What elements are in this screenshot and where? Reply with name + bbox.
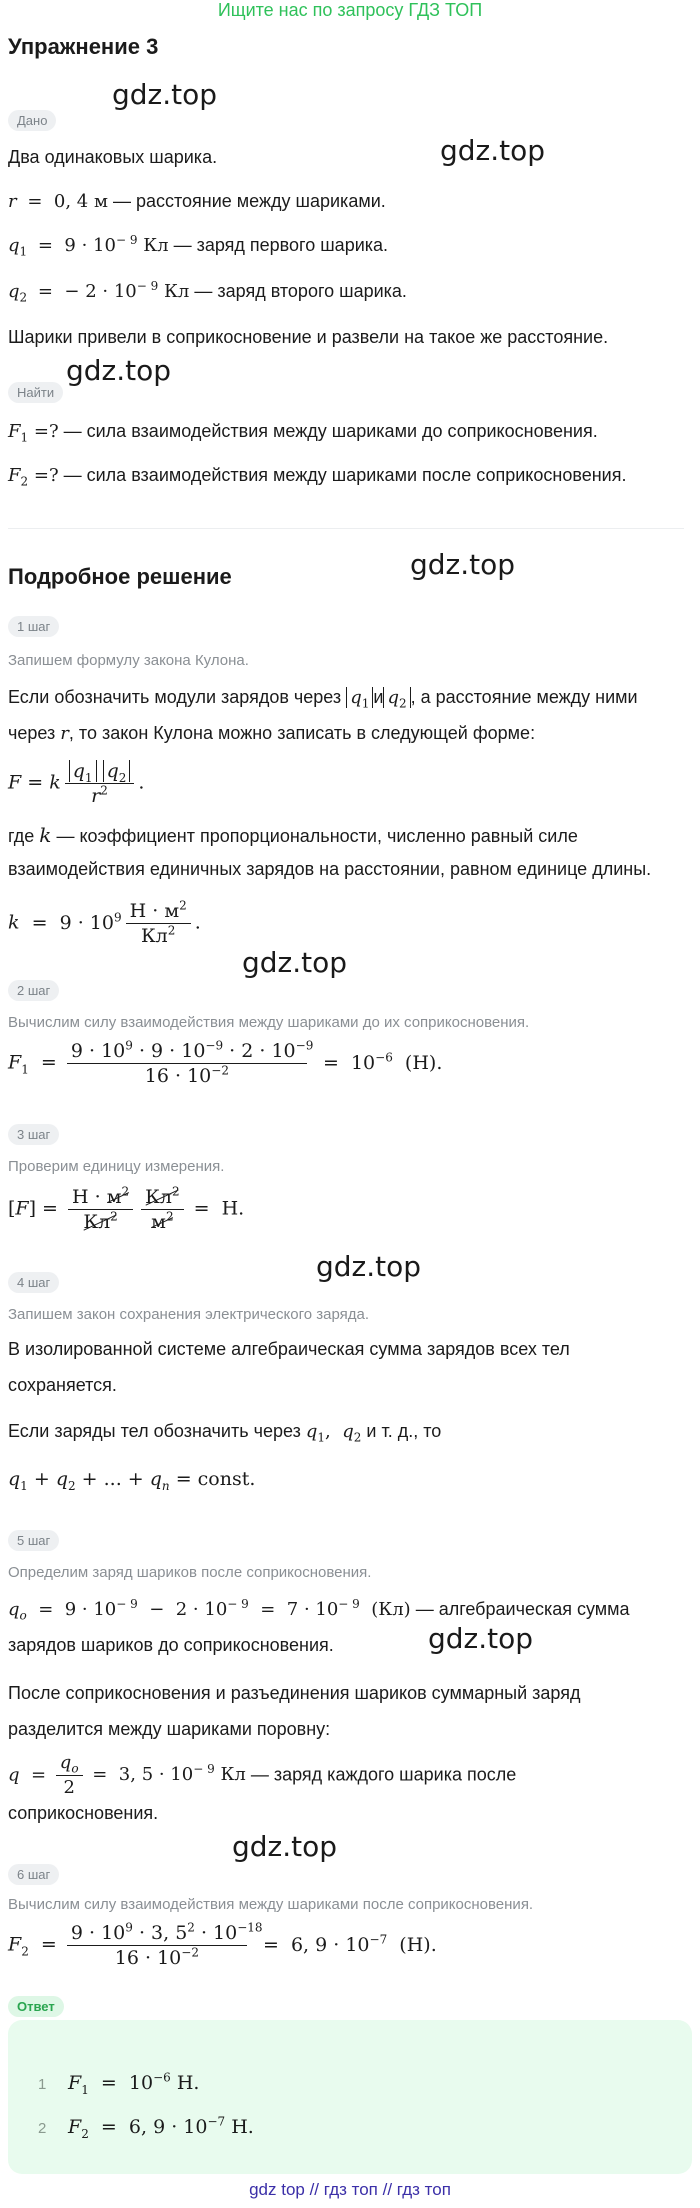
q0-desc-line2: зарядов шариков до соприкосновения.	[8, 1635, 334, 1655]
step-4-p1b: сохраняется.	[8, 1375, 117, 1395]
given-intro: Два одинаковых шарика.	[8, 147, 218, 167]
given-contact: Шарики привели в соприкосновение и развели на такое же расстояние.	[8, 327, 609, 347]
step-5-p1a: После соприкосновения и разъединения шариков суммарный заряд	[8, 1683, 581, 1703]
step-5-note: Определим заряд шариков после соприкосновения.	[8, 1564, 372, 1581]
watermark: gdz.top	[232, 1830, 338, 1863]
watermark: gdz.top	[242, 946, 348, 979]
coulomb-formula: F = k $\frac{q_1 q_2}{r^2}$ .	[8, 760, 145, 807]
step-1-label: 1 шаг	[8, 616, 59, 637]
q0-formula: $q_o = 9 \cdot 10^{- 9} - 2 \cdot 10^{- 9} = 7 \cdot 10^{- 9}$ (Кл) — алгебраическая сумма	[8, 1597, 630, 1623]
step-6-label: 6 шаг	[8, 1864, 59, 1885]
step-3-note: Проверим единицу измерения.	[8, 1158, 225, 1175]
step-6-note: Вычислим силу взаимодействия между шариками после соприкосновения.	[8, 1896, 534, 1913]
answer-item-1: 1 $F_1 = 10^{-6}$ Н.	[38, 2070, 200, 2097]
page-title: Упражнение 3	[8, 34, 159, 59]
step-2-note: Вычислим силу взаимодействия между шариками до их соприкосновения.	[8, 1014, 530, 1031]
step-4-note: Запишем закон сохранения электрического заряда.	[8, 1306, 370, 1323]
step-4-p2: Если заряды тел обозначить через $q_1$, $q_2$ и т. д., то	[8, 1421, 442, 1445]
answer-box	[8, 2020, 692, 2174]
step-4-label: 4 шаг	[8, 1272, 59, 1293]
q-each-formula: q = $\frac{q_o}{2}$ = 3, $5 \cdot 10^{- 9}$ Кл — заряд каждого шарика после	[8, 1752, 517, 1798]
given-q2: $q_2$ = − $2 \cdot 10^{- 9}$ Кл — заряд второго шарика.	[8, 279, 407, 305]
section-divider	[8, 528, 684, 529]
given-label: Дано	[8, 110, 56, 131]
watermark: gdz.top	[410, 548, 516, 581]
step-2-label: 2 шаг	[8, 980, 59, 1001]
charge-conservation-formula: $q_1 + q_2$ + ... + $q_n$ = const.	[8, 1468, 256, 1493]
step-5-p1b: разделится между шариками поровну:	[8, 1719, 331, 1739]
step-5-label: 5 шаг	[8, 1530, 59, 1551]
watermark: gdz.top	[66, 354, 172, 387]
f2-calculation: $F_2$ = $\frac{9 \cdot 10^9 \cdot 3, 5^2 \cdot 10^{-18}}{16 \cdot 10^{-2}}$ = 6, $9 \cdot 10^{-7}$ (Н).	[8, 1920, 437, 1969]
q-desc-line2: соприкосновения.	[8, 1803, 159, 1823]
watermark: gdz.top	[112, 78, 218, 111]
step-3-label: 3 шаг	[8, 1124, 59, 1145]
k-value-formula: $k = 9 \cdot 10^9$ $\frac{Н \cdot м^2}{Кл^2}$ .	[8, 898, 201, 947]
answer-label: Ответ	[8, 1996, 64, 2017]
unit-check-formula: [F] = $\frac{Н \cdot м^2}{Кл^2}$ $\frac{Кл^2}{м^2}$ = Н.	[8, 1184, 245, 1233]
find-label: Найти	[8, 382, 63, 403]
step-1-note: Запишем формулу закона Кулона.	[8, 652, 249, 669]
given-q1: $q_1 = 9 \cdot 10^{- 9}$ Кл — заряд первого шарика.	[8, 233, 389, 259]
find-f1: $F_1$ =? — сила взаимодействия между шариками до соприкосновения.	[8, 421, 598, 445]
solution-title: Подробное решение	[8, 564, 232, 589]
watermark: gdz.top	[316, 1250, 422, 1283]
watermark: gdz.top	[440, 134, 546, 167]
top-search-link[interactable]: Ищите нас по запросу ГДЗ ТОП	[217, 0, 483, 20]
step-4-p1a: В изолированной системе алгебраическая сумма зарядов всех тел	[8, 1339, 570, 1359]
step-1-text-line2: через r, то закон Кулона можно записать в следующей форме:	[8, 723, 536, 744]
f1-calculation: $F_1$ = $\frac{9 \cdot 10^9 \cdot 9 \cdot 10^{-9} \cdot 2 \cdot 10^{-9}}{16 \cdot 10^{-2}}$ = $10^{-6}$ (Н).	[8, 1038, 443, 1087]
watermark: gdz.top	[428, 1622, 534, 1655]
step-1-text-line1: Если обозначить модули зарядов через $q_1$ и $q_2$ , а расстояние между ними	[8, 687, 638, 711]
given-r: r = 0, 4 м — расстояние между шариками.	[8, 191, 386, 212]
footer-links[interactable]: gdz top // гдз топ // гдз топ	[249, 2180, 451, 2199]
k-explanation-line1: где k — коэффициент пропорциональности, численно равный силе	[8, 823, 578, 847]
find-f2: $F_2$ =? — сила взаимодействия между шариками после соприкосновения.	[8, 465, 627, 489]
answer-item-2: 2 $F_2 = 6$, $9 \cdot 10^{-7}$ Н.	[38, 2114, 254, 2141]
k-explanation-line2: взаимодействия единичных зарядов на расстоянии, равном единице длины.	[8, 859, 652, 879]
